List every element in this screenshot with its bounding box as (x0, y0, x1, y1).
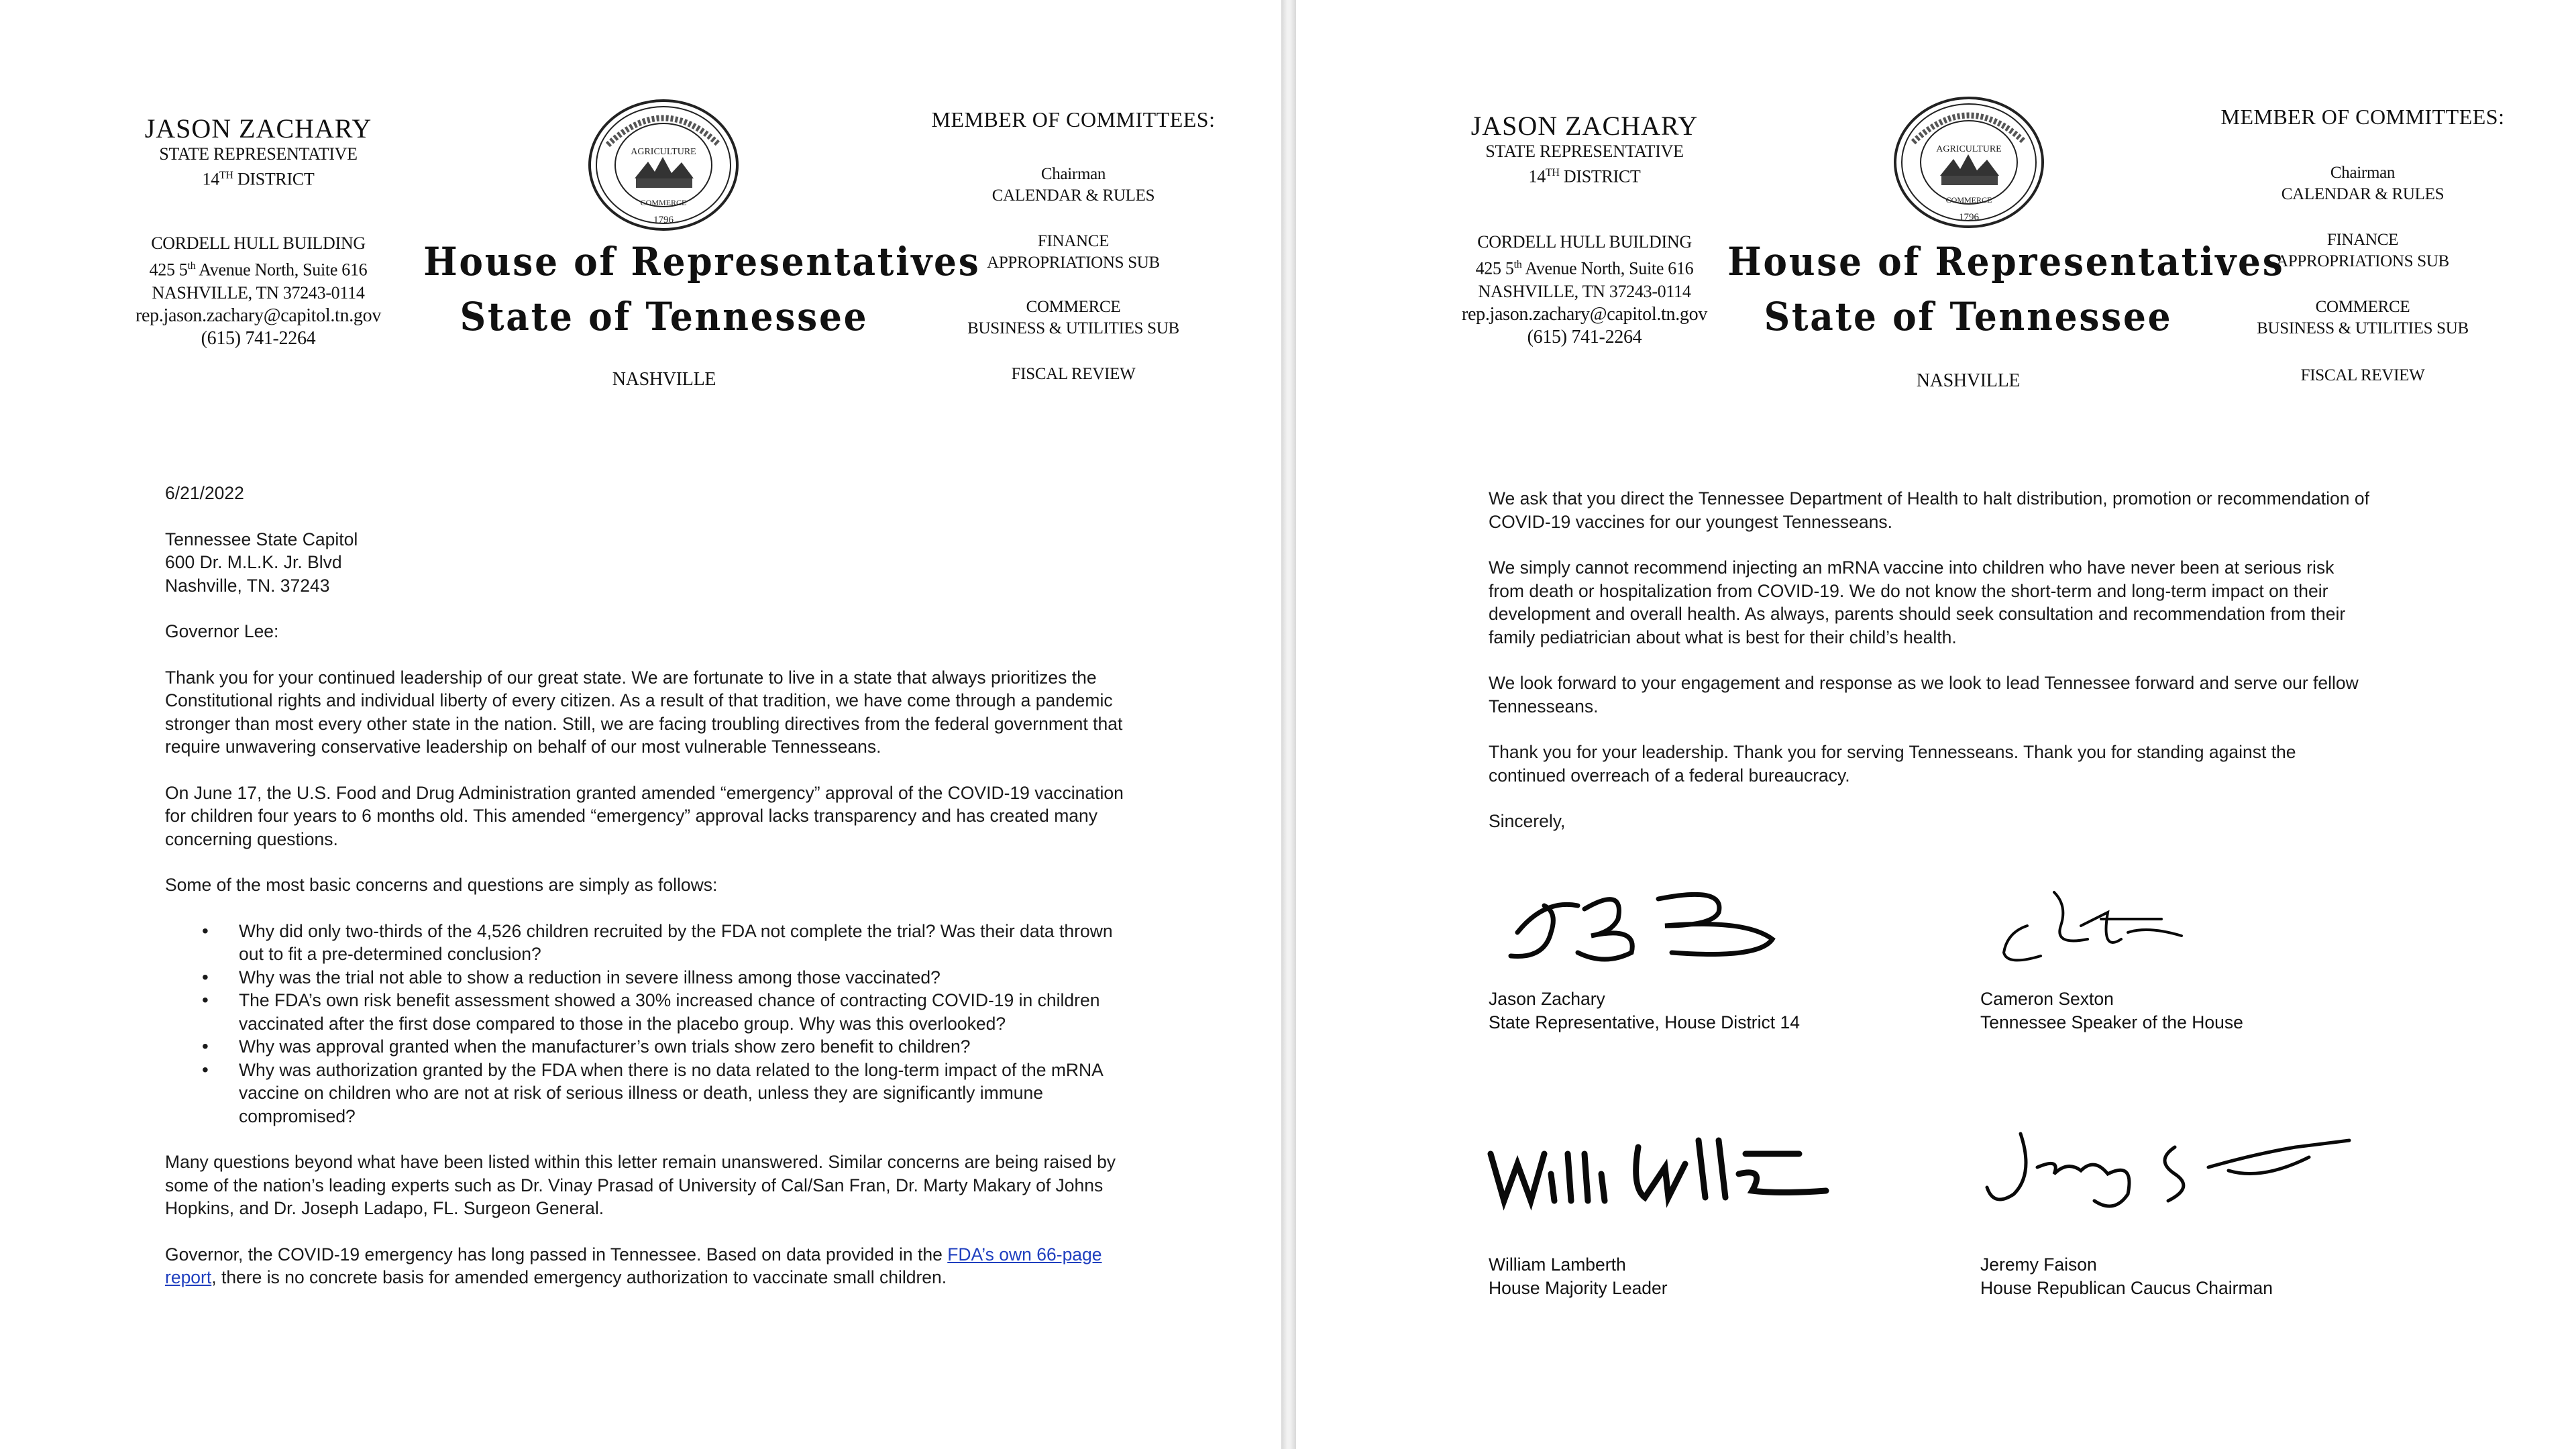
signer-title: Tennessee Speaker of the House (1980, 1012, 2243, 1032)
signer-block (1489, 987, 1800, 1034)
letter-page-2 (1296, 0, 2576, 1449)
signer-block (1980, 1253, 2273, 1300)
building-name: CORDELL HULL BUILDING (1477, 232, 1692, 252)
rep-district: 14TH DISTRICT (202, 169, 315, 189)
signer-title: House Republican Caucus Chairman (1980, 1278, 2273, 1298)
state-seal-icon (588, 98, 739, 232)
concern-item: • Why was approval granted when the manufacturer’s own trials show zero benefit to children? (239, 1035, 1138, 1059)
committee-calendar-rules: Chairman CALENDAR & RULES (991, 165, 1155, 205)
building-name: CORDELL HULL BUILDING (151, 233, 366, 253)
svg-text:AGRICULTURE: AGRICULTURE (631, 147, 696, 157)
house-heading: House of Representatives (1727, 239, 2285, 284)
street-address: 425 5th Avenue North, Suite 616 (149, 260, 368, 280)
svg-text:1796: 1796 (653, 215, 674, 225)
signer-block (1980, 987, 2243, 1034)
rep-contact-block (1420, 231, 1749, 349)
paragraph-1: We ask that you direct the Tennessee Department of Health to halt distribution, promotion or recommendation of COVID-19 vaccines for our youngest Tennesseans. (1489, 488, 2369, 532)
concern-item: • Why was authorization granted by the FDA when there is no data related to the long-term impact of the mRNA vaccine on children who are not at risk of serious illness or death, unless they are significantly immune compromised? (239, 1059, 1138, 1128)
letter-body-page-1 (165, 482, 1138, 1289)
letter-date: 6/21/2022 (165, 483, 244, 503)
svg-text:COMMERCE: COMMERCE (640, 198, 687, 207)
paragraph-2: We simply cannot recommend injecting an mRNA vaccine into children who have never been at serious risk from death or hospitalization from COVID-19. We do not know the short-term and long-term impact on their development and overall health. As always, parents should seek consultation and recommendation from their family pediatrician about what is best for their child’s health. (1489, 557, 2346, 647)
committee-finance: FINANCE APPROPRIATIONS SUB (2276, 231, 2449, 270)
signature-cameron-sexton (1987, 879, 2202, 976)
signature-william-lamberth (1484, 1127, 1833, 1218)
paragraph-3: We look forward to your engagement and response as we look to lead Tennessee forward and serve our fellow Tennesseans. (1489, 673, 2359, 716)
state-heading: State of Tennessee (1764, 294, 2173, 339)
concerns-list (165, 920, 1138, 1128)
signer-name: Cameron Sexton (1980, 989, 2114, 1009)
committees-title: MEMBER OF COMMITTEES: (2220, 105, 2505, 129)
city-line: NASHVILLE, TN 37243-0114 (152, 282, 365, 303)
letter-body-page-2 (1489, 487, 2374, 833)
nashville-label: NASHVILLE (612, 369, 716, 390)
page-divider (1281, 0, 1296, 1449)
committee-calendar-rules: Chairman CALENDAR & RULES (2281, 164, 2445, 203)
recipient-line-1: Tennessee State Capitol (165, 529, 358, 549)
committee-fiscal-review: FISCAL REVIEW (2300, 366, 2425, 384)
rep-district: 14TH DISTRICT (1528, 166, 1641, 186)
committee-commerce: COMMERCE BUSINESS & UTILITIES SUB (2257, 298, 2469, 337)
paragraph-4: Thank you for your leadership. Thank you for serving Tennesseans. Thank you for standing against the continued overreach of a federal bureaucracy. (1489, 742, 2296, 786)
nashville-label: NASHVILLE (1916, 370, 2021, 391)
svg-text:AGRICULTURE: AGRICULTURE (1936, 144, 2002, 154)
concern-item: • Why was the trial not able to show a reduction in severe illness among those vaccinated? (239, 966, 1138, 989)
signer-name: William Lamberth (1489, 1254, 1626, 1275)
signature-jason-zachary (1504, 872, 1786, 969)
signer-name: Jason Zachary (1489, 989, 1605, 1009)
house-heading: House of Representatives (423, 239, 981, 284)
paragraph-2: On June 17, the U.S. Food and Drug Administration granted amended “emergency” approval of the COVID-19 vaccination for children four years to 6 months old. This amended “emergency” approval lacks transparency and has created many concerning questions. (165, 782, 1124, 849)
paragraph-3: Some of the most basic concerns and questions are simply as follows: (165, 875, 718, 895)
committee-fiscal-review: FISCAL REVIEW (1011, 365, 1136, 383)
rep-contact-block (94, 232, 423, 350)
email-address: rep.jason.zachary@capitol.tn.gov (135, 305, 382, 326)
state-heading: State of Tennessee (460, 294, 869, 339)
committees-title: MEMBER OF COMMITTEES: (931, 107, 1216, 131)
rep-name: JASON ZACHARY (144, 113, 372, 144)
email-address: rep.jason.zachary@capitol.tn.gov (1461, 303, 1708, 325)
phone-number: (615) 741-2264 (1527, 326, 1642, 347)
signer-title: House Majority Leader (1489, 1278, 1668, 1298)
paragraph-1: Thank you for your continued leadership of our great state. We are fortunate to live in a state that always prioritizes the Constitutional rights and individual liberty of every citizen. As a result of that tradition, we have come through a pandemic stronger than most every other state in the nation. Still, we are facing troubling directives from the federal government that require unwavering conservative leadership on behalf of our most vulnerable Tennesseans. (165, 667, 1123, 757)
signer-block (1489, 1253, 1668, 1300)
letter-page-1 (0, 0, 1281, 1449)
paragraph-5: Governor, the COVID-19 emergency has long passed in Tennessee. Based on data provided in the FDA’s own 66-page report, there is no concrete basis for amended emergency authorization to vaccinate small children. (165, 1244, 1102, 1287)
closing: Sincerely, (1489, 811, 1566, 831)
phone-number: (615) 741-2264 (201, 327, 316, 349)
salutation: Governor Lee: (165, 621, 279, 641)
signer-title: State Representative, House District 14 (1489, 1012, 1800, 1032)
committee-finance: FINANCE APPROPRIATIONS SUB (987, 232, 1160, 272)
rep-name: JASON ZACHARY (1470, 111, 1699, 141)
recipient-line-3: Nashville, TN. 37243 (165, 575, 330, 596)
recipient-line-2: 600 Dr. M.L.K. Jr. Blvd (165, 552, 342, 572)
state-seal-icon (1893, 95, 2045, 229)
concern-item: • The FDA’s own risk benefit assessment showed a 30% increased chance of contracting COVID-19 in children vaccinated after the first dose compared to those in the placebo group. Why was this overlooked? (239, 989, 1138, 1035)
svg-text:COMMERCE: COMMERCE (1945, 195, 1992, 205)
svg-text:1796: 1796 (1959, 212, 1979, 223)
street-address: 425 5th Avenue North, Suite 616 (1475, 258, 1694, 278)
signature-jeremy-faison (1974, 1120, 2363, 1218)
rep-title: STATE REPRESENTATIVE (159, 144, 358, 164)
paragraph-4: Many questions beyond what have been listed within this letter remain unanswered. Similar concerns are being raised by some of the nation’s leading experts such as Dr. Vinay Prasad of University of Cal/San Fran, Dr. Marty Makary of Johns Hopkins, and Dr. Joseph Ladapo, FL. Surgeon General. (165, 1152, 1116, 1218)
rep-title: STATE REPRESENTATIVE (1485, 142, 1684, 161)
signer-name: Jeremy Faison (1980, 1254, 2097, 1275)
fda-report-link[interactable]: FDA’s own 66-page report (165, 1244, 1102, 1287)
city-line: NASHVILLE, TN 37243-0114 (1478, 281, 1691, 301)
committee-commerce: COMMERCE BUSINESS & UTILITIES SUB (967, 298, 1179, 337)
concern-item: • Why did only two-thirds of the 4,526 children recruited by the FDA not complete the trial? Was their data thrown out to fit a pre-determined conclusion? (239, 920, 1138, 966)
